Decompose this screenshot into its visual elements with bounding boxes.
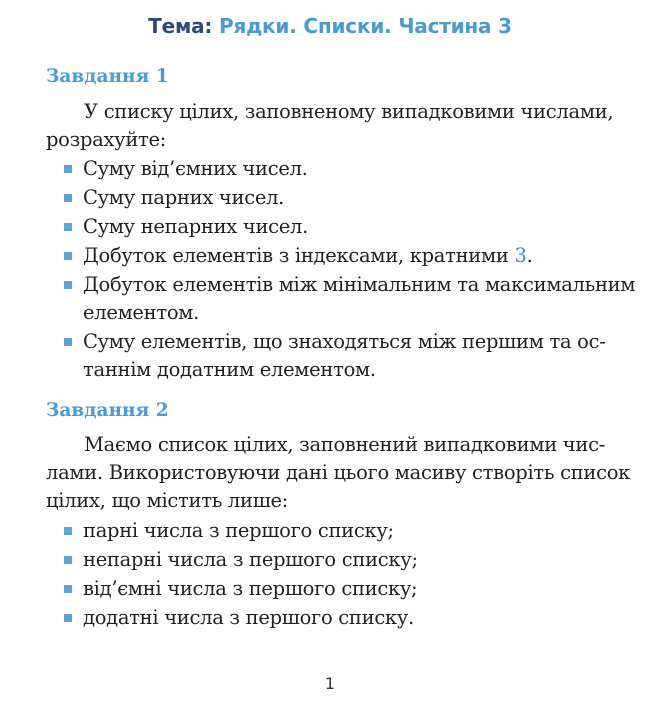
list-item xyxy=(64,517,612,545)
title-prefix: Тема: xyxy=(148,14,213,38)
task-1-list xyxy=(64,155,636,385)
list-item-text: Суму елементів, що знаходяться між першим та ос- xyxy=(83,330,606,353)
list-item-text: парні числа з першого списку; xyxy=(83,519,394,542)
page-title xyxy=(0,14,660,38)
task-2-intro-line: лами. Використовуючи дані цього масиву створіть список xyxy=(46,461,631,484)
task-2-intro-line: цілих, що містить лише: xyxy=(46,489,289,512)
list-item xyxy=(64,546,612,574)
list-item-text: елементом. xyxy=(83,301,200,324)
list-item-text xyxy=(83,242,612,270)
task-2-intro xyxy=(46,431,631,515)
list-item-text: Суму непарних чисел. xyxy=(83,215,309,238)
list-item xyxy=(64,575,612,603)
list-item xyxy=(64,328,612,384)
list-item xyxy=(64,155,612,183)
list-item-text-part: Добуток елементів з індексами, кратними xyxy=(83,244,515,267)
task-1-heading: Завдання 1 xyxy=(46,66,169,87)
square-bullet-icon xyxy=(64,527,72,535)
square-bullet-icon xyxy=(64,556,72,564)
list-item xyxy=(64,604,612,632)
task-1-intro-line: У списку цілих, заповненому випадковими числами, xyxy=(84,100,614,123)
task-1-intro xyxy=(46,98,612,154)
square-bullet-icon xyxy=(64,165,72,173)
list-item-text: від’ємні числа з першого списку; xyxy=(83,577,418,600)
square-bullet-icon xyxy=(64,281,72,289)
list-item xyxy=(64,213,612,241)
highlighted-number: 3 xyxy=(514,244,527,267)
list-item-text: Суму від’ємних чисел. xyxy=(83,157,308,180)
task-2-intro-line: Маємо список цілих, заповнений випадковими чис- xyxy=(84,433,606,456)
task-2-heading: Завдання 2 xyxy=(46,400,169,421)
square-bullet-icon xyxy=(64,223,72,231)
page-number: 1 xyxy=(324,674,336,693)
list-item-text: таннім додатним елементом. xyxy=(83,358,376,381)
square-bullet-icon xyxy=(64,194,72,202)
list-item xyxy=(64,242,612,270)
list-item-text: додатні числа з першого списку. xyxy=(83,606,414,629)
square-bullet-icon xyxy=(64,338,72,346)
list-item-text: непарні числа з першого списку; xyxy=(83,548,418,571)
square-bullet-icon xyxy=(64,252,72,260)
task-2-list xyxy=(64,517,612,633)
list-item xyxy=(64,271,636,327)
list-item xyxy=(64,184,612,212)
list-item-text: Добуток елементів між мінімальним та максимальним xyxy=(83,273,636,296)
title-topic: Рядки. Списки. Частина 3 xyxy=(219,14,512,38)
list-item-text: Суму парних чисел. xyxy=(83,186,285,209)
task-1-intro-line: розрахуйте: xyxy=(46,128,167,151)
square-bullet-icon xyxy=(64,585,72,593)
list-item-text-part: . xyxy=(526,244,533,267)
square-bullet-icon xyxy=(64,614,72,622)
